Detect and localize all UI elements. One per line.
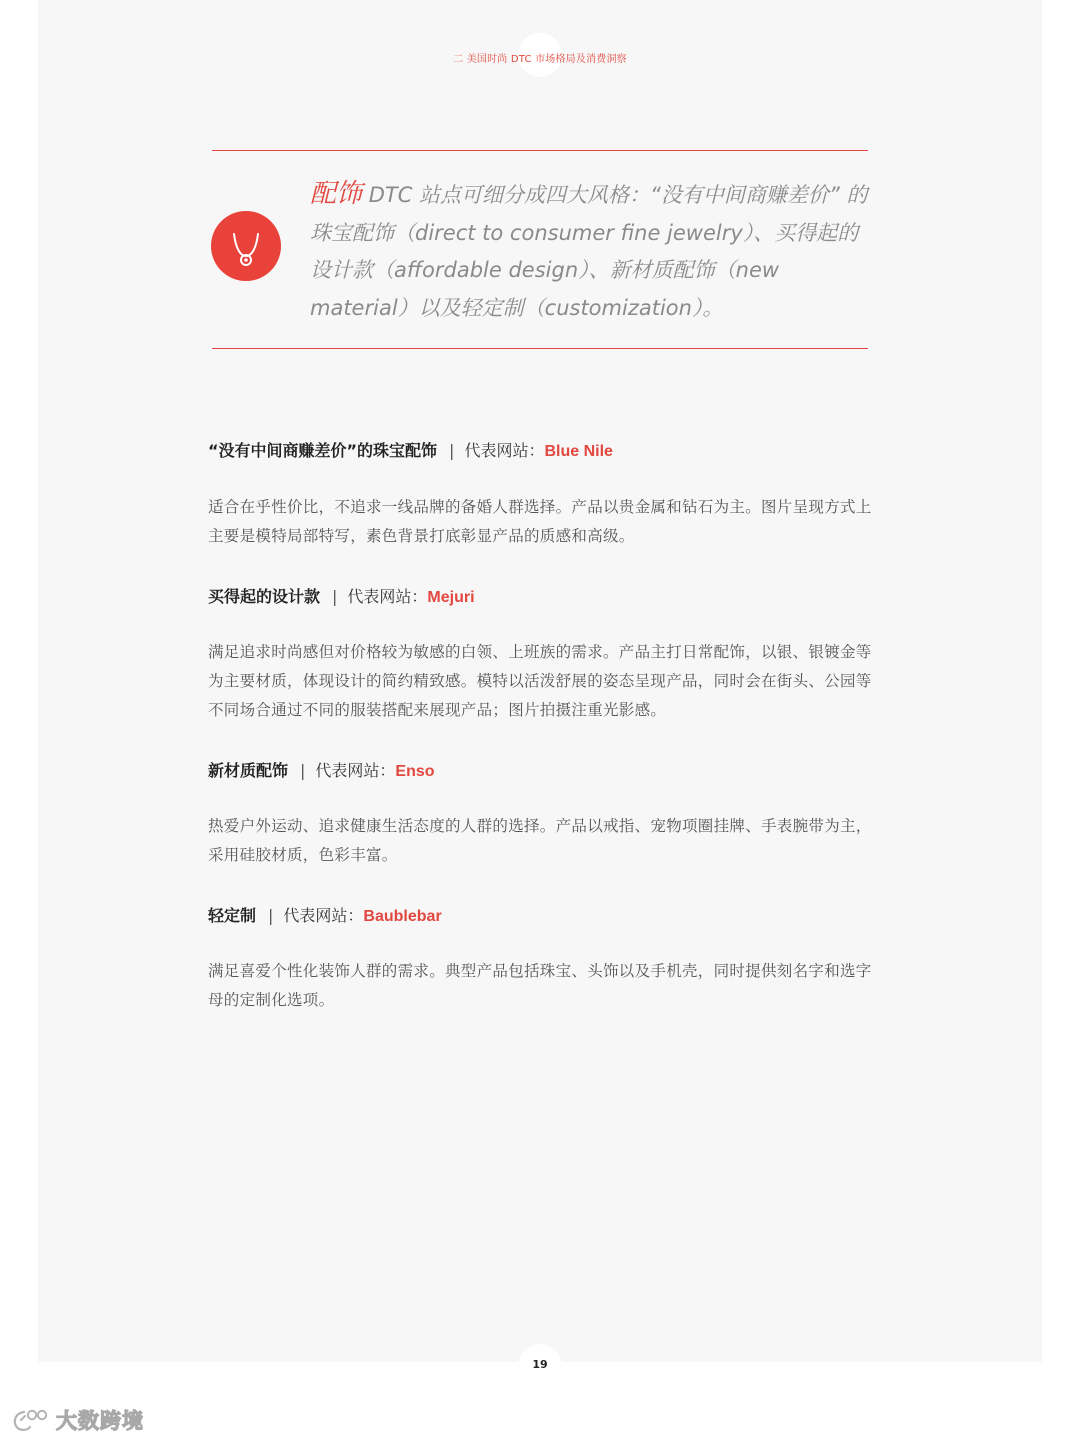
section-site-label: 代表网站：	[315, 761, 396, 780]
watermark-logo-icon	[10, 1406, 54, 1434]
section-separator: |	[449, 441, 455, 460]
section-body: 满足喜爱个性化装饰人群的需求。典型产品包括珠宝、头饰以及手机壳，同时提供刻名字和选字母的定制化选项。	[208, 962, 872, 1009]
section-site-label: 代表网站：	[283, 906, 364, 925]
section-heading	[208, 758, 435, 781]
section-separator: |	[332, 587, 338, 606]
section-separator: |	[268, 906, 274, 925]
section-heading	[208, 584, 475, 607]
page-number: 19	[532, 1358, 548, 1371]
section-body: 适合在乎性价比，不追求一线品牌的备婚人群选择。产品以贵金属和钻石为主。图片呈现方式上主要是模特局部特写，素色背景打底彰显产品的质感和高级。	[208, 498, 872, 545]
section-body: 满足追求时尚感但对价格较为敏感的白领、上班族的需求。产品主打日常配饰，以银、银镀金等为主要材质，体现设计的简约精致感。模特以活泼舒展的姿态呈现产品，同时会在街头、公园等不同场合通过不同的服装搭配来展现产品；图片拍摄注重光影感。	[208, 643, 872, 719]
section-site-name: Baublebar	[363, 908, 442, 925]
section-title: 新材质配饰	[208, 761, 289, 780]
section-site-label: 代表网站：	[464, 441, 545, 460]
watermark-text: 大数跨境	[56, 1409, 144, 1433]
intro-bottom-rule	[212, 348, 868, 349]
section-title: “没有中间商赚差价”的珠宝配饰	[208, 441, 438, 460]
section-body: 热爱户外运动、追求健康生活态度的人群的选择。产品以戒指、宠物项圈挂牌、手表腕带为主，采用硅胶材质，色彩丰富。	[208, 817, 872, 864]
watermark	[10, 1404, 144, 1436]
section-heading	[208, 438, 613, 461]
running-header: 二 美国时尚 DTC 市场格局及消费洞察	[453, 54, 627, 65]
intro-lead: 配饰	[310, 179, 363, 209]
section-site-name: Enso	[395, 763, 435, 780]
necklace-icon	[211, 211, 281, 281]
section-site-name: Blue Nile	[544, 443, 613, 460]
section-separator: |	[300, 761, 306, 780]
intro-top-rule	[212, 150, 868, 151]
section-title: 轻定制	[208, 906, 257, 925]
section-site-name: Mejuri	[427, 589, 475, 606]
section-site-label: 代表网站：	[347, 587, 428, 606]
section-title: 买得起的设计款	[208, 587, 321, 606]
intro-text: DTC 站点可细分成四大风格：“没有中间商赚差价” 的珠宝配饰（direct to consumer fine jewelry）、买得起的设计款（affordable design）、新材质配饰（new material）以及轻定制（customization）。	[310, 183, 868, 320]
intro-paragraph	[310, 176, 876, 327]
section-heading	[208, 903, 442, 926]
